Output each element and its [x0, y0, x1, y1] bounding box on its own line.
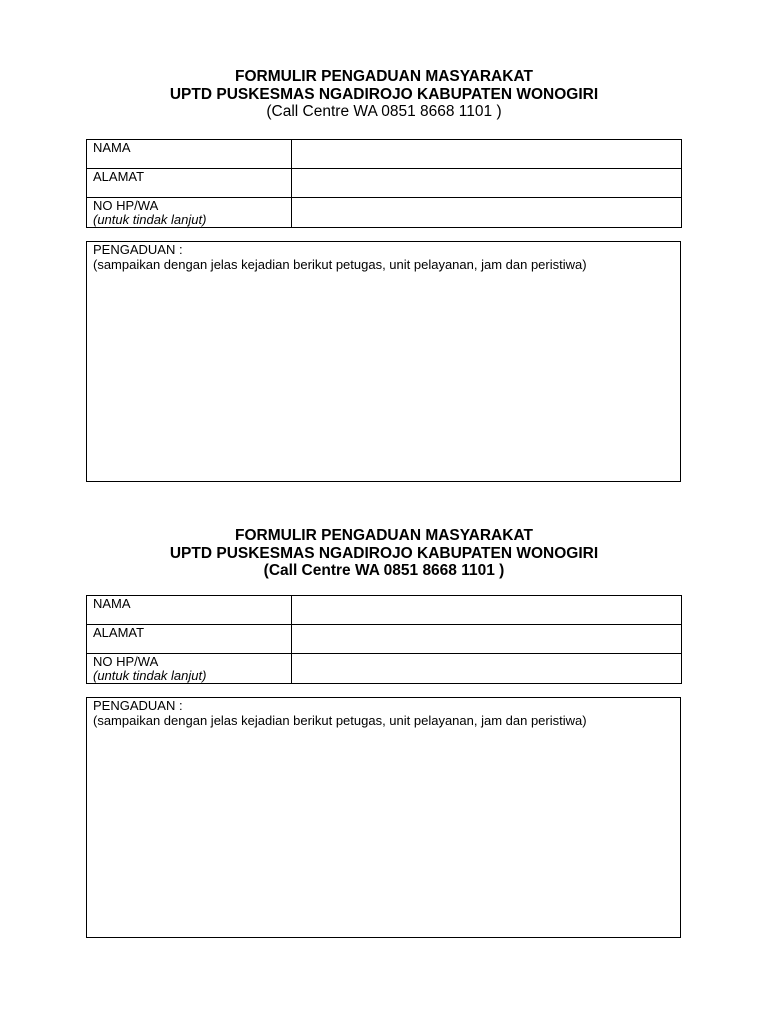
- form-title-line-1: FORMULIR PENGADUAN MASYARAKAT: [235, 68, 533, 85]
- complaint-form-2: [0, 527, 768, 728]
- hp-label-cell: [87, 654, 292, 684]
- table-row-nama: [87, 140, 682, 169]
- hp-label-cell: [87, 198, 292, 228]
- complaint-box[interactable]: [86, 241, 681, 482]
- form-title: [0, 527, 768, 580]
- complaint-hint: (sampaikan dengan jelas kejadian berikut petugas, unit pelayanan, jam dan peristiwa): [93, 257, 587, 272]
- nama-label: NAMA: [87, 140, 292, 169]
- table-row-hp: [87, 198, 682, 228]
- hp-label: NO HP/WA: [93, 198, 159, 213]
- nama-field[interactable]: [292, 140, 682, 169]
- hp-label: NO HP/WA: [93, 654, 159, 669]
- alamat-field[interactable]: [292, 625, 682, 654]
- table-row-alamat: [87, 169, 682, 198]
- form-title-call-centre: (Call Centre WA 0851 8668 1101 ): [263, 562, 505, 579]
- nama-label: NAMA: [87, 596, 292, 625]
- hp-field[interactable]: [292, 198, 682, 228]
- form-title: [0, 68, 768, 121]
- complaint-box[interactable]: [86, 697, 681, 938]
- table-row-alamat: [87, 625, 682, 654]
- complaint-form-1: [0, 68, 768, 272]
- identity-table: [86, 139, 682, 228]
- form-title-line-2: UPTD PUSKESMAS NGADIROJO KABUPATEN WONOGIRI: [169, 85, 599, 103]
- form-title-line-2: UPTD PUSKESMAS NGADIROJO KABUPATEN WONOGIRI: [169, 544, 599, 562]
- nama-field[interactable]: [292, 596, 682, 625]
- complaint-label: PENGADUAN :: [93, 698, 183, 713]
- form-title-line-1: FORMULIR PENGADUAN MASYARAKAT: [235, 527, 533, 544]
- alamat-label: ALAMAT: [87, 625, 292, 654]
- hp-field[interactable]: [292, 654, 682, 684]
- form-title-call-centre: (Call Centre WA 0851 8668 1101 ): [266, 103, 502, 120]
- complaint-hint: (sampaikan dengan jelas kejadian berikut petugas, unit pelayanan, jam dan peristiwa): [93, 713, 587, 728]
- alamat-label: ALAMAT: [87, 169, 292, 198]
- table-row-hp: [87, 654, 682, 684]
- hp-sublabel: (untuk tindak lanjut): [93, 212, 207, 227]
- table-row-nama: [87, 596, 682, 625]
- hp-sublabel: (untuk tindak lanjut): [93, 668, 207, 683]
- complaint-label: PENGADUAN :: [93, 242, 183, 257]
- identity-table: [86, 595, 682, 684]
- alamat-field[interactable]: [292, 169, 682, 198]
